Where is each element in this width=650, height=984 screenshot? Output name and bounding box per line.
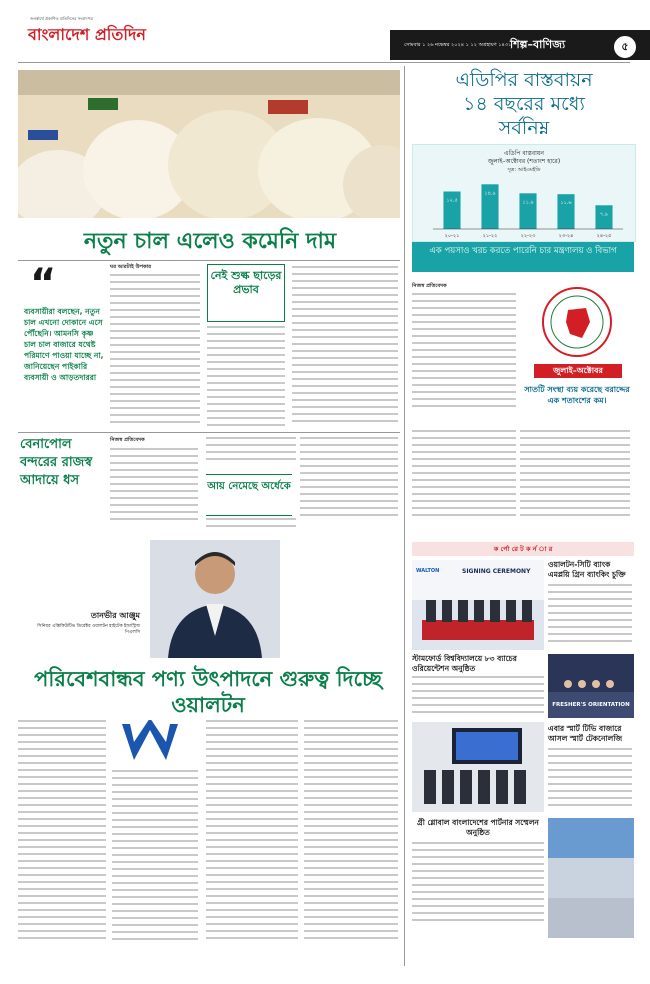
signing-photo — [412, 560, 544, 650]
income-box — [206, 474, 292, 516]
adp-bar-chart — [413, 145, 635, 241]
chart-value-label: ১১.৯ — [522, 199, 534, 206]
rice-body-col2 — [207, 326, 285, 436]
gree-photo — [548, 818, 634, 938]
chart-category-label: ২৩-২৪ — [558, 233, 574, 239]
adp-headline-2: ১৪ বছরের মধ্যে — [463, 93, 585, 115]
rice-photo — [18, 70, 400, 218]
adp-subhead — [412, 242, 634, 272]
person-name: তানভীর আঞ্জুম — [90, 611, 140, 620]
adp-side-note: সাতটি সংস্থা ব্যয় করেছে বরাদ্দের এক শতাংশের কম। — [524, 385, 630, 405]
benapole-body-col3 — [206, 518, 296, 534]
rice-byline: ঘর আরটাই উপকার — [110, 264, 152, 270]
person-portrait — [150, 540, 280, 658]
seal-caption: জুলাই–অক্টোবর — [534, 364, 622, 378]
section-name: শিল্প–বাণিজ্য — [510, 38, 566, 51]
adp-body-col3 — [412, 430, 516, 526]
walton-logo — [118, 720, 182, 764]
duty-box — [207, 264, 285, 322]
benapole-headline: বেনাপোল বন্দরের রাজস্ব আদায়ে ধস — [20, 437, 93, 488]
chart-title: এডিপি বাস্তবায়ন — [504, 150, 544, 157]
walton-logo-icon — [118, 720, 182, 764]
masthead-tagline: জনস্বার্থে প্রকাশিত প্রতিদিনের সংবাদপত্র — [30, 16, 94, 21]
chart-category-label: ২২-২৩ — [520, 233, 536, 239]
orientation-photo — [548, 654, 634, 718]
adp-subhead-text: এক পয়সাও খরচ করতে পারেনি চার মন্ত্রণালয় ও বিভাগ — [429, 246, 617, 256]
chart-value-label: ১৪.৯ — [484, 190, 496, 197]
story4-body — [412, 842, 544, 932]
rice-headline: নতুন চাল এলেও কমেনি দাম — [83, 229, 337, 254]
benapole-top-rule — [18, 432, 400, 433]
corporate-header — [412, 542, 634, 556]
adp-byline: নিজস্ব প্রতিবেদক — [412, 283, 447, 289]
person-title: সিনিয়র এক্সিকিউটিভ ডিরেক্টর ওয়ালটন হাইটেক ইন্ডাস্ট্রিজ পিএলসি — [37, 624, 140, 635]
smart-tv-launch-image — [412, 722, 544, 812]
corporate-label: ক র্পো রে ট ক র্ন া র — [493, 545, 553, 553]
adp-headline-1: এডিপির বাস্তবায়ন — [455, 69, 593, 91]
walton-body-col2 — [112, 770, 198, 960]
column-divider — [404, 66, 405, 966]
rice-sacks-image — [18, 70, 400, 218]
story4-title: গ্রী গ্লোবাল বাংলাদেশের পার্টনার সম্মেলন অনুষ্ঠিত — [417, 818, 539, 837]
orientation-text: FRESHER'S ORIENTATION — [552, 702, 630, 708]
story1-body — [548, 584, 632, 650]
rice-quote: ব্যবসায়ীরা বলছেন, নতুন চাল এখনো দোকানে এসে পৌঁছেনি। আমনসি কৃষ্ণ চাল চাল বাজারে যথেষ্ট পরিমাণে পাওয়া যাচ্ছে না, জানিয়েছেন পাইকারি ব্যবসায়ী ও আড়তদাররা — [24, 307, 104, 382]
adp-body-col2 — [520, 430, 630, 526]
chart-source: সূত্র: আইএমইডি — [507, 167, 541, 173]
adp-body-col1 — [412, 293, 516, 423]
signing-text: SIGNING CEREMONY — [462, 568, 531, 575]
masthead — [0, 0, 650, 64]
walton-body-col4 — [304, 720, 398, 960]
orientation-image — [548, 654, 634, 718]
date-line: সোমবার ১ ২৬ নভেম্বর ২০২৪ ১ ১২ অগ্রহায়ণ ১৪৩১ — [404, 42, 512, 48]
masthead-logo: বাংলাদেশ প্রতিদিন — [28, 25, 146, 44]
benapole-body-col2 — [206, 437, 296, 471]
walton-brand: WALTON — [416, 568, 440, 574]
tv-photo — [412, 722, 544, 812]
chart-category-label: ২১-২২ — [482, 233, 498, 239]
chart-value-label: ১১.৬ — [560, 200, 572, 207]
benapole-body-col4 — [300, 437, 398, 533]
person-photo — [150, 540, 280, 658]
story2-body — [412, 676, 544, 716]
benapole-byline: নিজস্ব প্রতিবেদক — [110, 437, 145, 443]
gree-partner-conference-image — [548, 818, 634, 938]
story2-title: স্টামফোর্ড বিশ্ববিদ্যালয়ে ৮৩ ব্যাচের ওরিয়েন্টেশন অনুষ্ঠিত — [412, 654, 517, 673]
adp-chart — [412, 144, 636, 242]
rice-body-col1 — [110, 274, 200, 434]
rice-headline-rule — [18, 260, 400, 261]
masthead-divider — [18, 62, 630, 63]
walton-headline: পরিবেশবান্ধব পণ্য উৎপাদনে গুরুত্ব দিচ্ছে ওয়ালটন — [34, 667, 382, 717]
bangladesh-seal-icon — [524, 282, 630, 362]
adp-headline-3: সর্বনিম্ন — [498, 117, 550, 139]
income-box-text: আয় নেমেছে অর্ধেকে — [207, 481, 291, 492]
quote-mark: “ — [30, 261, 57, 307]
chart-value-label: ৭.৯ — [599, 211, 609, 218]
benapole-body-col1 — [110, 448, 198, 534]
walton-body-col3 — [206, 720, 298, 960]
chart-category-label: ২০-২১ — [444, 233, 460, 239]
rice-body-col3 — [292, 266, 398, 436]
page-number: ৫ — [612, 34, 638, 60]
story3-body — [548, 748, 632, 814]
govt-seal — [524, 282, 630, 362]
chart-value-label: ১২.৫ — [446, 197, 458, 204]
chart-subtitle: জুলাই–অক্টোবর (শতাংশ হারে) — [487, 158, 561, 165]
chart-category-label: ২৪-২৫ — [596, 233, 612, 239]
walton-body-col1 — [18, 720, 106, 960]
story1-title: ওয়ালটন-সিটি ব্যাংক এমপ্লয়ি গ্রিন ব্যাংকিং চুক্তি — [548, 560, 626, 579]
duty-box-text: নেই শুল্ক ছাড়ের প্রভাব — [210, 269, 282, 296]
story3-title: এবার স্মার্ট টিভি বাজারে আসল স্মার্ট টেকনোলজি — [548, 724, 623, 743]
